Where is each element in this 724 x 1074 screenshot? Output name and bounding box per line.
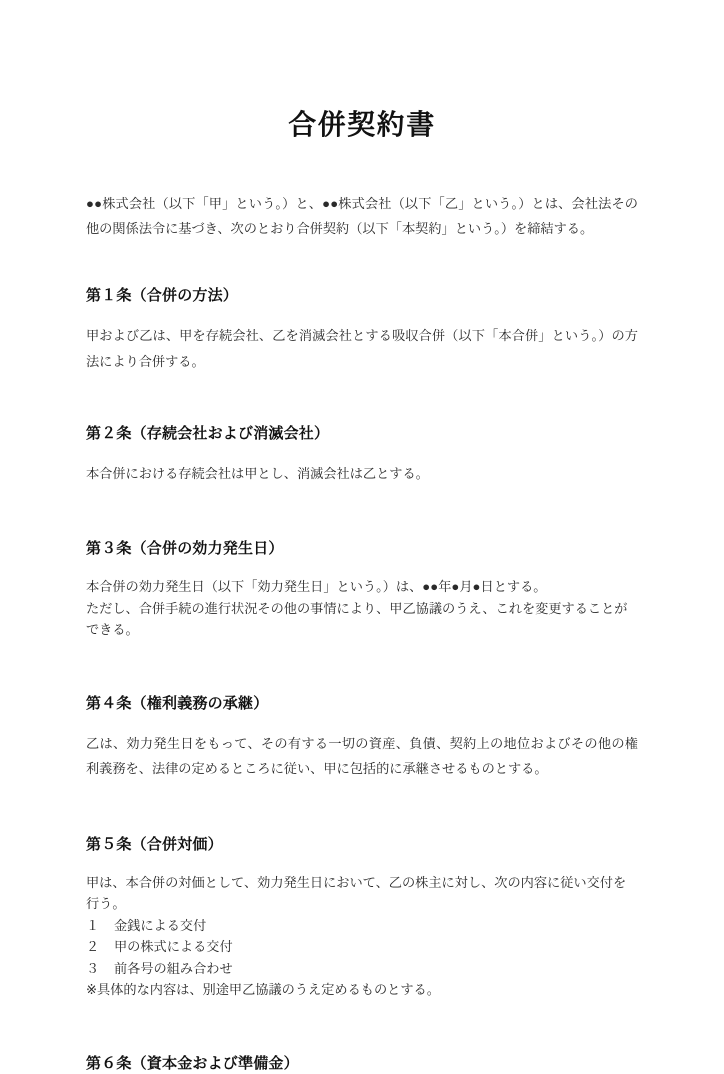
list-item-label: 金銭による交付 — [114, 917, 207, 933]
article-6-heading: 第６条（資本金および準備金） — [86, 1054, 299, 1072]
list-item-number: ２ — [86, 939, 100, 955]
article-2-body: 本合併における存続会社は甲とし、消滅会社は乙とする。 — [86, 465, 429, 481]
list-item-label: 甲の株式による交付 — [114, 939, 233, 955]
article-3-heading: 第３条（合併の効力発生日） — [86, 540, 284, 558]
list-item-number: ３ — [86, 960, 100, 976]
list-item — [86, 936, 638, 958]
article-3 — [86, 486, 638, 641]
article-5-note: ※具体的な内容は、別途甲乙協議のうえ定めるものとする。 — [86, 982, 440, 998]
article-1-body: 甲および乙は、甲を存続会社、乙を消滅会社とする吸収合併（以下「本合併」という。）の方法により合併する。 — [86, 328, 638, 369]
article-5-heading: 第５条（合併対価） — [86, 835, 223, 853]
page-title: 合併契約書 — [288, 109, 436, 140]
list-item — [86, 958, 638, 980]
article-2-heading: 第２条（存続会社および消滅会社） — [86, 424, 330, 442]
article-5-intro: 甲は、本合併の対価として、効力発生日において、乙の株主に対し、次の内容に従い交付を行う。 — [86, 874, 627, 912]
article-2 — [86, 374, 638, 486]
list-item-number: １ — [86, 917, 100, 933]
article-5-item-list — [86, 915, 638, 980]
article-1 — [86, 241, 638, 374]
preamble-paragraph: ●●株式会社（以下「甲」という。）と、●●株式会社（以下「乙」という。）とは、会社法その他の関係法令に基づき、次のとおり合併契約（以下「本契約」という。）を締結する。 — [86, 195, 638, 236]
article-5 — [86, 782, 638, 1001]
article-3-body-line-2: ただし、合併手続の進行状況その他の事情により、甲乙協議のうえ、これを変更することができる。 — [86, 600, 628, 638]
article-1-heading: 第１条（合併の方法） — [86, 287, 239, 305]
article-4 — [86, 641, 638, 782]
document-content — [86, 0, 638, 1074]
article-6 — [86, 1001, 638, 1074]
article-3-body-line-1: 本合併の効力発生日（以下「効力発生日」という。）は、●●年●月●日とする。 — [86, 579, 547, 595]
article-4-heading: 第４条（権利義務の承継） — [86, 694, 269, 712]
article-4-body: 乙は、効力発生日をもって、その有する一切の資産、負債、契約上の地位およびその他の権利義務を、法律の定めるところに従い、甲に包括的に承継させるものとする。 — [86, 735, 638, 777]
article-5-body — [86, 855, 638, 1001]
list-item-label: 前各号の組み合わせ — [114, 960, 233, 976]
list-item — [86, 915, 638, 937]
article-3-body — [86, 559, 638, 641]
